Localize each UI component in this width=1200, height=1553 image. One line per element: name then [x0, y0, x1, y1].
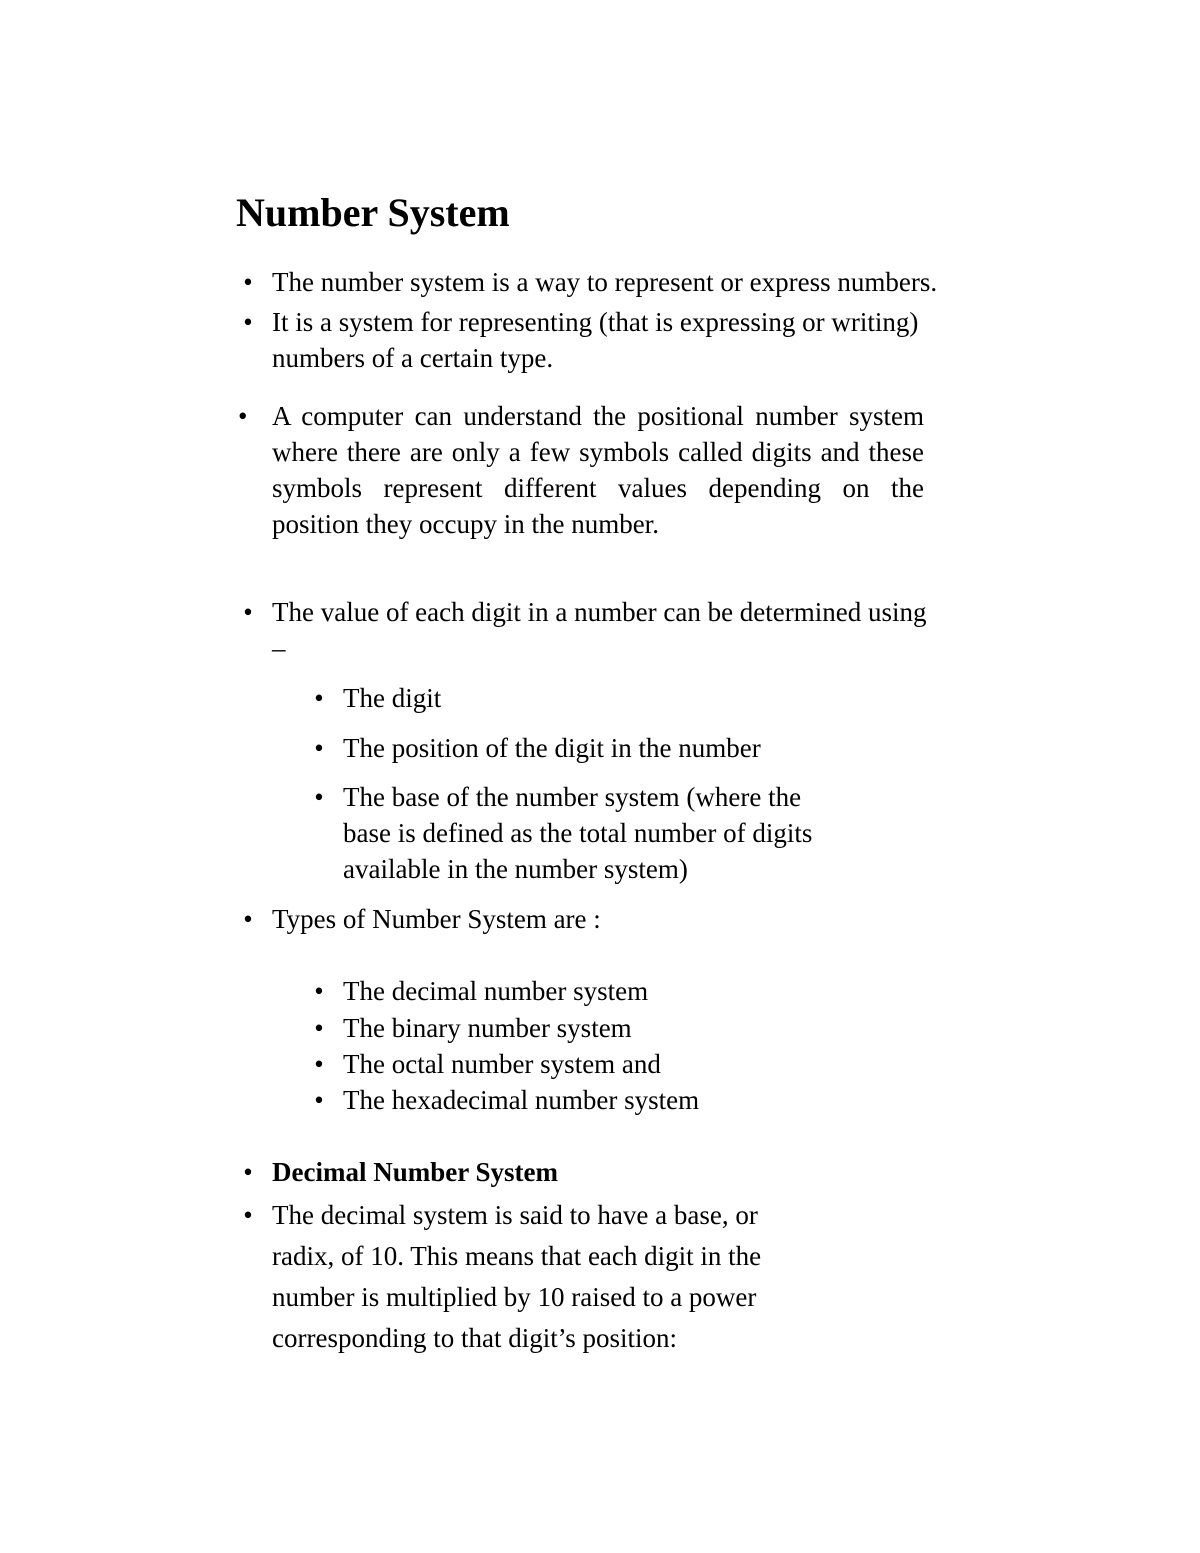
bullet-icon: •: [314, 1085, 324, 1115]
item-text-line: The binary number system: [343, 1013, 632, 1043]
item-text-line: The position of the digit in the number: [343, 733, 761, 763]
item-text-line: number is multiplied by 10 raised to a power: [272, 1282, 757, 1312]
list-item: [243, 264, 938, 300]
sub-list-item: [314, 680, 442, 716]
list-item: [243, 901, 601, 937]
item-text-line: It is a system for representing (that is expressing or writing): [272, 307, 919, 337]
list-item: [243, 1195, 762, 1359]
sub-list-item: [314, 730, 761, 766]
bullet-icon: •: [314, 976, 324, 1006]
sub-list-item: [314, 1010, 632, 1046]
sub-list-item: [314, 973, 649, 1009]
bullet-icon: •: [243, 267, 253, 297]
list-item: [243, 1154, 558, 1190]
bullet-icon: •: [314, 1013, 324, 1043]
item-text-line: The hexadecimal number system: [343, 1085, 700, 1115]
page-title: Number System: [236, 190, 510, 235]
section-heading: Decimal Number System: [272, 1157, 558, 1187]
item-text-line: –: [272, 633, 286, 663]
bullet-icon: •: [243, 307, 253, 337]
sub-list-item: [314, 1046, 661, 1082]
sub-list-item: [314, 1082, 700, 1118]
item-text-line: The decimal number system: [343, 976, 649, 1006]
bullet-icon: •: [243, 904, 253, 934]
list-item: [238, 398, 924, 542]
item-text-line: The octal number system and: [343, 1049, 661, 1079]
item-text-line: The digit: [343, 683, 442, 713]
sub-list-item: [314, 779, 813, 887]
bullet-icon: •: [243, 597, 253, 627]
bullet-icon: •: [243, 1200, 253, 1230]
list-item: [243, 304, 919, 376]
bullet-icon: •: [314, 1049, 324, 1079]
bullet-icon: •: [314, 782, 324, 812]
item-text-line: radix, of 10. This means that each digit in the: [272, 1241, 762, 1271]
bullet-icon: •: [238, 401, 248, 431]
item-text-line: The decimal system is said to have a base, or: [272, 1200, 758, 1230]
bullet-icon: •: [314, 733, 324, 763]
item-text-line: The number system is a way to represent or express numbers.: [272, 267, 938, 297]
bullet-icon: •: [243, 1157, 253, 1187]
item-text-line: numbers of a certain type.: [272, 343, 554, 373]
bullet-icon: •: [314, 683, 324, 713]
item-text-line: The value of each digit in a number can be determined using: [272, 597, 927, 627]
item-text-line: Types of Number System are :: [272, 904, 601, 934]
item-text-line: base is defined as the total number of digits: [343, 818, 813, 848]
item-text-line: The base of the number system (where the: [343, 782, 802, 812]
list-item: [243, 594, 927, 666]
item-text-line: available in the number system): [343, 854, 688, 884]
item-text: A computer can understand the positional number system where there are only a few symbols called digits and these symbols represent different values depending on the position they occupy in the number.: [272, 401, 924, 539]
item-text-line: corresponding to that digit’s position:: [272, 1323, 677, 1353]
